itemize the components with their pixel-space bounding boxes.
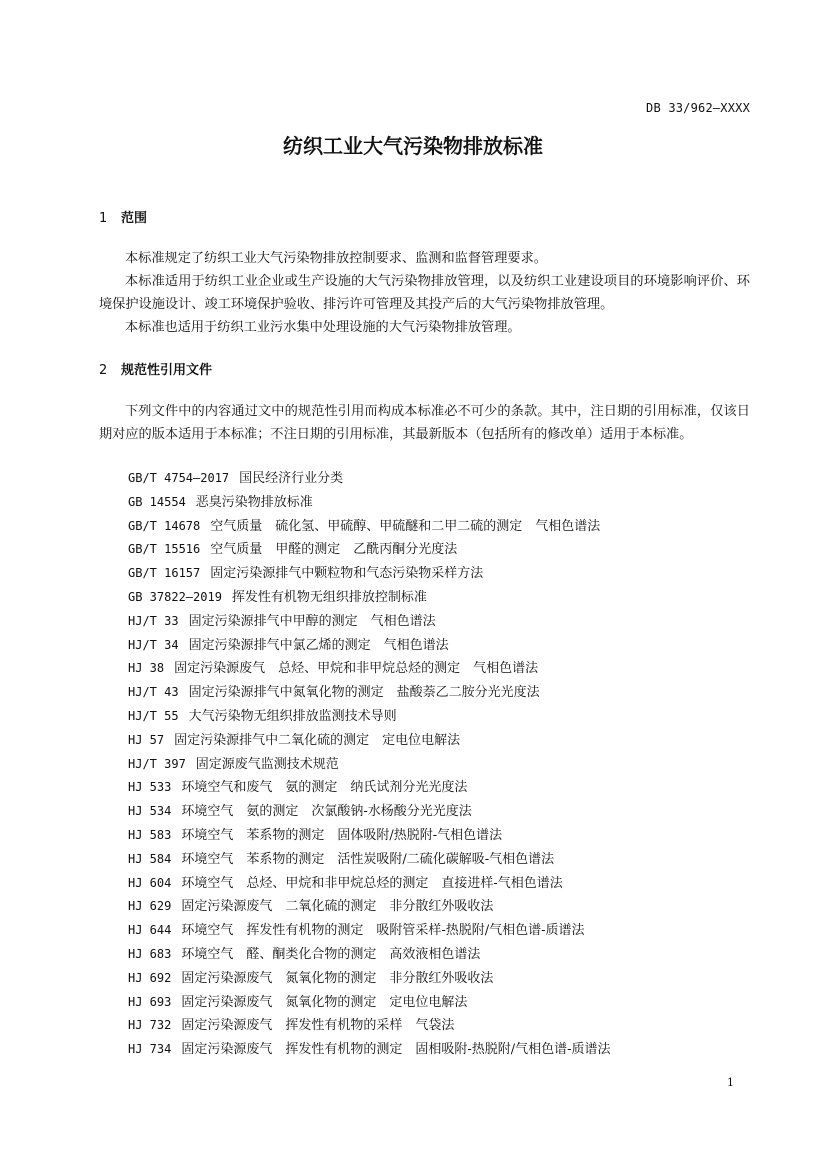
reference-code: HJ 583: [128, 827, 172, 842]
reference-title: 固定污染源排气中氮氧化物的测定 盐酸萘乙二胺分光光度法: [188, 685, 540, 701]
section-title: 规范性引用文件: [121, 363, 213, 378]
reference-code: HJ/T 34: [128, 637, 179, 652]
page-number: 1: [727, 1076, 734, 1089]
reference-item: [128, 728, 611, 752]
reference-title: 国民经济行业分类: [239, 471, 344, 486]
section-number: 1: [99, 211, 108, 226]
reference-item: [128, 704, 611, 728]
reference-item: [128, 1013, 611, 1037]
reference-item: [128, 1037, 611, 1061]
reference-code: HJ 534: [128, 804, 172, 819]
reference-item: [128, 894, 611, 918]
reference-code: HJ/T 397: [128, 756, 186, 771]
reference-item: [128, 752, 611, 776]
reference-title: 环境空气和废气 氨的测定 纳氏试剂分光光度法: [181, 780, 468, 796]
reference-item: [128, 990, 611, 1014]
reference-item: [128, 537, 611, 561]
reference-code: HJ 38: [128, 661, 165, 676]
reference-item: [128, 490, 611, 514]
reference-code: HJ 693: [128, 994, 172, 1009]
reference-title: 环境空气 醛、酮类化合物的测定 高效液相色谱法: [181, 946, 481, 962]
reference-item: [128, 966, 611, 990]
reference-code: HJ 584: [128, 851, 172, 866]
document-code: DB 33/962—XXXX: [646, 101, 750, 115]
reference-title: 恶臭污染物排放标准: [195, 494, 313, 510]
reference-title: 固定污染源废气 氮氧化物的测定 非分散红外吸收法: [181, 970, 494, 986]
reference-code: HJ 57: [128, 732, 165, 747]
reference-item: [128, 466, 611, 490]
reference-code: GB/T 16157: [128, 566, 201, 581]
reference-code: HJ/T 55: [128, 708, 179, 723]
section-heading-scope: [99, 207, 147, 226]
reference-title: 环境空气 苯系物的测定 活性炭吸附/二硫化碳解吸-气相色谱法: [181, 851, 555, 867]
reference-item: [128, 514, 611, 538]
reference-title: 环境空气 挥发性有机物的测定 吸附管采样-热脱附/气相色谱-质谱法: [181, 923, 585, 939]
reference-code: HJ 533: [128, 780, 172, 795]
reference-code: GB 37822—2019: [128, 589, 222, 604]
reference-code: HJ 604: [128, 875, 172, 890]
section-number: 2: [99, 363, 108, 378]
reference-code: HJ 644: [128, 923, 172, 938]
reference-item: [128, 799, 611, 823]
reference-title: 大气污染物无组织排放监测技术导则: [188, 708, 397, 724]
reference-code: HJ 732: [128, 1018, 172, 1033]
reference-item: [128, 656, 611, 680]
reference-code: HJ/T 43: [128, 685, 179, 700]
reference-item: [128, 918, 611, 942]
section-heading-normative-references: [99, 359, 212, 378]
reference-item: [128, 680, 611, 704]
reference-title: 固定污染源废气 挥发性有机物的测定 固相吸附-热脱附/气相色谱-质谱法: [181, 1042, 611, 1058]
reference-item: [128, 942, 611, 966]
reference-title: 空气质量 甲醛的测定 乙酰丙酮分光度法: [210, 542, 458, 558]
reference-item: [128, 871, 611, 895]
reference-code: HJ/T 33: [128, 613, 179, 628]
reference-title: 环境空气 苯系物的测定 固体吸附/热脱附-气相色谱法: [181, 827, 503, 843]
reference-list: [128, 466, 611, 1061]
reference-title: 固定污染源废气 挥发性有机物的采样 气袋法: [181, 1018, 455, 1034]
reference-title: 挥发性有机物无组织排放控制标准: [231, 589, 427, 605]
reference-title: 固定污染源废气 氮氧化物的测定 定电位电解法: [181, 994, 468, 1010]
reference-title: 固定源废气监测技术规范: [195, 756, 339, 772]
reference-title: 固定污染源废气 总烃、甲烷和非甲烷总烃的测定 气相色谱法: [174, 661, 539, 677]
reference-item: [128, 561, 611, 585]
reference-title: 环境空气 氨的测定 次氯酸钠-水杨酸分光光度法: [181, 804, 472, 820]
scope-paragraph-2: 本标准适用于纺织工业企业或生产设施的大气污染物排放管理，以及纺织工业建设项目的环境影响评价、环境保护设施设计、竣工环境保护验收、排污许可管理及其投产后的大气污染物排放管理。: [99, 274, 750, 312]
document-title: 纺织工业大气污染物排放标准: [283, 134, 543, 158]
reference-title: 空气质量 硫化氢、甲硫醇、甲硫醚和二甲二硫的测定 气相色谱法: [210, 518, 601, 534]
reference-title: 固定污染源排气中甲醇的测定 气相色谱法: [188, 613, 436, 629]
reference-title: 固定污染源废气 二氧化硫的测定 非分散红外吸收法: [181, 899, 494, 915]
reference-title: 固定污染源排气中二氧化硫的测定 定电位电解法: [174, 732, 461, 748]
reference-item: [128, 585, 611, 609]
reference-title: 固定污染源排气中氯乙烯的测定 气相色谱法: [188, 637, 449, 653]
reference-code: HJ 692: [128, 970, 172, 985]
reference-code: HJ 629: [128, 899, 172, 914]
reference-item: [128, 609, 611, 633]
reference-item: [128, 775, 611, 799]
reference-title: 固定污染源排气中颗粒物和气态污染物采样方法: [210, 566, 484, 582]
reference-code: GB/T 14678: [128, 518, 201, 533]
references-intro-paragraph: 下列文件中的内容通过文中的规范性引用而构成本标准必不可少的条款。其中，注日期的引用标准，仅该日期对应的版本适用于本标准；不注日期的引用标准，其最新版本（包括所有的修改单）适用于本标准。: [99, 404, 750, 442]
reference-item: [128, 847, 611, 871]
scope-paragraph-1: 本标准规定了纺织工业大气污染物排放控制要求、监测和监督管理要求。: [125, 251, 547, 266]
reference-item: [128, 633, 611, 657]
reference-code: GB 14554: [128, 494, 186, 509]
reference-title: 环境空气 总烃、甲烷和非甲烷总烃的测定 直接进样-气相色谱法: [181, 875, 563, 891]
scope-paragraph-3: 本标准也适用于纺织工业污水集中处理设施的大气污染物排放管理。: [125, 320, 521, 335]
reference-code: HJ 683: [128, 946, 172, 961]
reference-code: HJ 734: [128, 1042, 172, 1057]
section-title: 范围: [121, 211, 148, 226]
reference-item: [128, 823, 611, 847]
reference-code: GB/T 15516: [128, 542, 201, 557]
reference-code: GB/T 4754—2017: [128, 471, 230, 485]
